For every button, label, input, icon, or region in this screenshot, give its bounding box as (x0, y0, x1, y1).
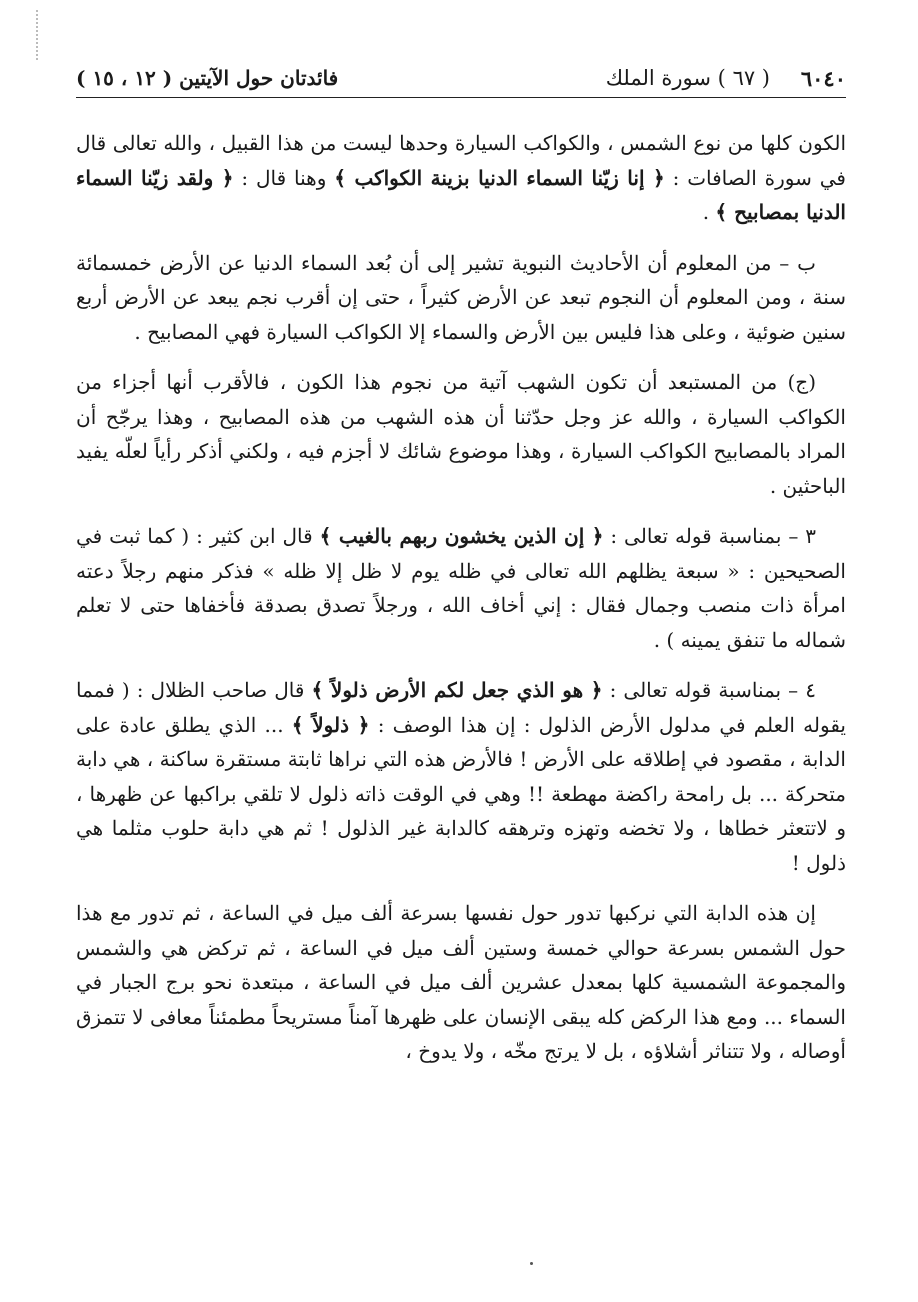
text-run: قال ابن كثير : ( كما ثبت في الصحيحين : « سبعة يظلهم الله تعالى في ظله يوم لا ظل إلا ظله » فذكر منهم رجلاً دعته امرأة ذات منصب وجمال فقال : إني أخاف الله ، ورجلاً تصدق بصدقة فأخفاها حتى لا تعلم شماله ما تنفق يمينه ) . (76, 524, 846, 652)
text-run: ٤ – بمناسبة قوله تعالى : (602, 678, 816, 702)
sura-title: ( ٦٧ ) سورة الملك (605, 66, 770, 90)
quran-quote: ﴿ ذلولاً ﴾ (291, 712, 370, 737)
text-run: . (702, 200, 716, 224)
text-run: وهنا قال : (233, 165, 335, 190)
quran-quote: ﴿ هو الذي جعل لكم الأرض ذلولاً ﴾ (311, 678, 603, 702)
scan-speck (530, 1262, 533, 1265)
text-run: ٣ – بمناسبة قوله تعالى : (603, 524, 816, 548)
paragraph-p4 (76, 519, 846, 657)
text-run: قال صاحب الظلال : ( فمما يقوله العلم في مدلول الأرض الذلول : إن هذا الوصف : (76, 678, 846, 737)
text-run: ب – من المعلوم أن الأحاديث النبوية تشير إلى أن بُعد السماء الدنيا عن الأرض خمسمائة سنة ، ومن المعلوم أن النجوم تبعد عن الأرض كثيراً ، حتى إن أقرب نجم يبعد عن الأرض أربع سنين ضوئية ، وعلى هذا فليس بين الأرض والسماء إلا الكواكب السيارة فهي المصابيح . (76, 250, 846, 344)
quran-quote: ﴿ إنا زيّنا السماء الدنيا بزينة الكواكب ﴾ (334, 165, 665, 190)
paragraph-p3 (76, 365, 846, 503)
scan-edge-marks (36, 10, 46, 60)
text-run: ... الذي يطلق عادة على الدابة ، مقصود في إطلاقه على الأرض ! فالأرض هذه التي نراها ثابتة مستقرة ساكنة ، هي دابة متحركة ... بل رامحة راكضة مهطعة !! وهي في الوقت ذاته ذلول لا تلقي براكبها عن ظهرها ، و لاتتعثر خطاها ، ولا تخضه وتهزه وترهقه كالدابة غير الذلول ! ثم هي دابة حلوب مثلما هي ذلول ! (76, 712, 846, 875)
page-body (76, 126, 846, 1085)
paragraph-p2 (76, 246, 846, 350)
text-run: الكون كلها من نوع الشمس ، والكواكب السيارة وحدها ليست من هذا القبيل ، والله تعالى قال في سورة الصافات : (76, 131, 846, 190)
quran-quote: ﴿ ولقد زيّنا السماء الدنيا بمصابيح ﴾ (76, 165, 846, 224)
paragraph-p6 (76, 896, 846, 1069)
section-topic: فائدتان حول الآيتين ( ١٢ ، ١٥ ) (76, 66, 339, 90)
header-rule (76, 97, 846, 98)
text-run: (ج) من المستبعد أن تكون الشهب آتية من نجوم هذا الكون ، فالأقرب أنها أجزاء من الكواكب السيارة ، والله عز وجل حدّثنا أن هذه الشهب من هذه المصابيح ، وهذا يرجّح أن المراد بالمصابيح الكواكب السيارة ، وهذا موضوع شائك لا أجزم فيه ، ولكني أذكر رأياً لعلّه يفيد الباحثين . (76, 370, 846, 498)
paragraph-p1 (76, 126, 846, 230)
text-run: إن هذه الدابة التي نركبها تدور حول نفسها بسرعة ألف ميل في الساعة ، ثم تدور مع هذا حول الشمس بسرعة حوالي خمسة وستين ألف ميل في الساعة ، ثم تركض هي والشمس والمجموعة الشمسية كلها بمعدل عشرين ألف ميل في الساعة ، مبتعدة نحو برج الجبار في السماء ... ومع هذا الركض كله يبقى الإنسان على ظهرها آمناً مستريحاً مطمئناً معافى لا تتمزق أوصاله ، ولا تتناثر أشلاؤه ، بل لا يرتج مخّه ، ولا يدوخ ، (76, 901, 846, 1063)
quran-quote: ﴿ إن الذين يخشون ربهم بالغيب ﴾ (319, 524, 604, 548)
page-number: ٦٠٤٠ (800, 66, 846, 91)
paragraph-p5 (76, 673, 846, 880)
running-header (76, 58, 846, 98)
